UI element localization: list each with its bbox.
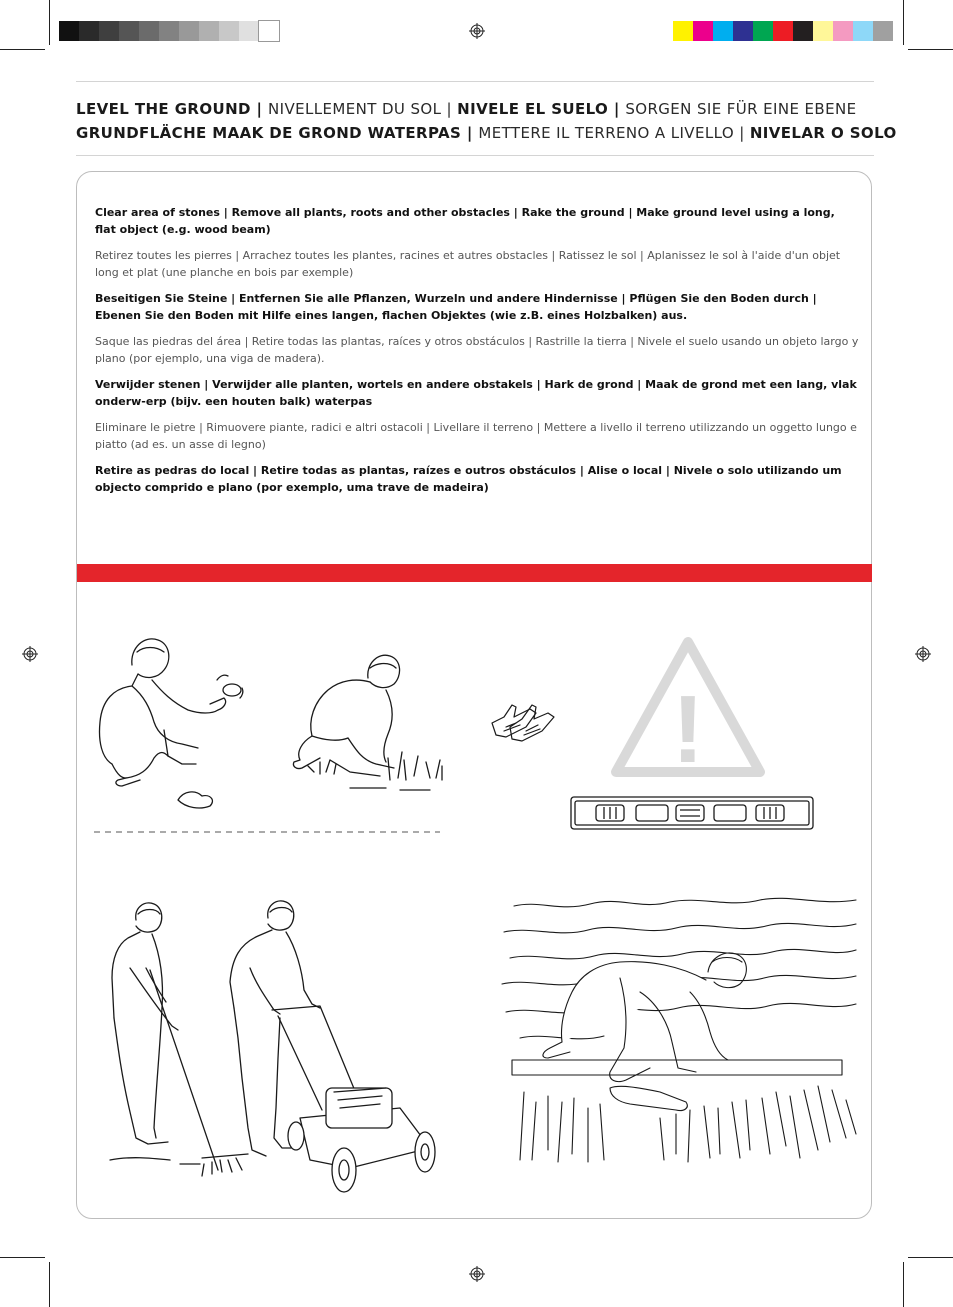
registration-mark-icon [22,646,38,662]
crop-mark [908,49,953,50]
instruction-es: Saque las piedras del área | Retire todas las plantas, raíces y otros obstáculos | Rastrille la tierra | Nivele el suelo usando un objeto largo y plano (por ejemplo, una viga de madera). [95,335,859,365]
page-title-line-1 [76,100,856,118]
section-divider-bar [77,564,872,582]
remove-plants-illustration [290,650,460,800]
title-segment: MAAK DE GROND WATERPAS | [212,124,479,142]
grayscale-swatch [179,21,199,41]
color-swatch [733,21,753,41]
color-swatch [693,21,713,41]
warning-triangle-icon [610,636,766,783]
instruction-fr: Retirez toutes les pierres | Arrachez toutes les plantes, racines et autres obstacles | Ratissez le sol | Aplanissez le sol à l'aide d'un objet long et plat (une planche en bois par exemple) [95,249,841,279]
grayscale-swatch [159,21,179,41]
crop-mark [908,1257,953,1258]
crop-mark [0,49,45,50]
registration-mark-icon [469,1266,485,1282]
title-segment: NIVELLEMENT DU SOL | [268,100,458,118]
grayscale-swatch [119,21,139,41]
title-segment: NIVELAR O SOLO [749,124,897,142]
svg-text:!: ! [672,676,704,783]
grayscale-swatch [219,21,239,41]
grayscale-swatch [59,21,79,41]
clear-stones-illustration [92,630,252,810]
registration-mark-icon [915,646,931,662]
color-swatch [753,21,773,41]
color-swatch [873,21,893,41]
instruction-pt: Retire as pedras do local | Retire todas as plantas, raízes e outros obstáculos | Alise o local | Nivele o solo utilizando um objecto comprido e plano (por exemplo, uma trave de madeira) [95,464,842,494]
grayscale-swatch [99,21,119,41]
dashed-separator [94,830,440,834]
crop-mark [49,1262,50,1307]
work-gloves-icon [486,697,558,747]
grayscale-swatch [139,21,159,41]
crop-mark [0,1257,45,1258]
color-swatch [813,21,833,41]
instruction-nl: Verwijder stenen | Verwijder alle planten, wortels en andere obstakels | Hark de grond | Maak de grond met een lang, vlak onderw-erp (bijv. een houten balk) waterpas [95,378,857,408]
header-rule-top [76,81,874,82]
color-swatch [793,21,813,41]
color-swatch [833,21,853,41]
title-segment: METTERE IL TERRENO A LIVELLO | [478,124,750,142]
instruction-en: Clear area of stones | Remove all plants, roots and other obstacles | Rake the ground | Make ground level using a long, flat object (e.g. wood beam) [95,206,835,236]
registration-mark-icon [469,23,485,39]
instruction-it: Eliminare le pietre | Rimuovere piante, radici e altri ostacoli | Livellare il terreno | Mettere a livello il terreno utilizzando un oggetto lungo e piatto (ad es. un asse di legno) [95,421,857,451]
color-swatch [853,21,873,41]
rake-and-mow-illustration [100,898,445,1194]
instruction-de: Beseitigen Sie Steine | Entfernen Sie alle Pflanzen, Wurzeln und andere Hindernisse | Pflügen Sie den Boden durch | Ebenen Sie den Boden mit Hilfe eines langen, flachen Objektes (wie z.B. eines Holzbalken) aus. [95,292,817,322]
color-swatch [713,21,733,41]
level-ground-illustration [500,892,860,1168]
color-swatch [673,21,693,41]
crop-mark [49,0,50,45]
title-segment: NIVELE EL SUELO | [457,100,626,118]
title-segment: GRUNDFLÄCHE [76,124,213,142]
spirit-level-icon [570,796,814,830]
color-swatch [773,21,793,41]
grayscale-swatch [79,21,99,41]
title-segment: SORGEN SIE FÜR EINE EBENE [625,100,857,118]
page-title-line-2 [76,124,897,142]
title-segment: LEVEL THE GROUND | [76,100,269,118]
grayscale-swatch [239,21,259,41]
crop-mark [903,1262,904,1307]
header-rule-bottom [76,155,874,156]
crop-mark [903,0,904,45]
grayscale-swatch [199,21,219,41]
grayscale-swatch [259,21,279,41]
